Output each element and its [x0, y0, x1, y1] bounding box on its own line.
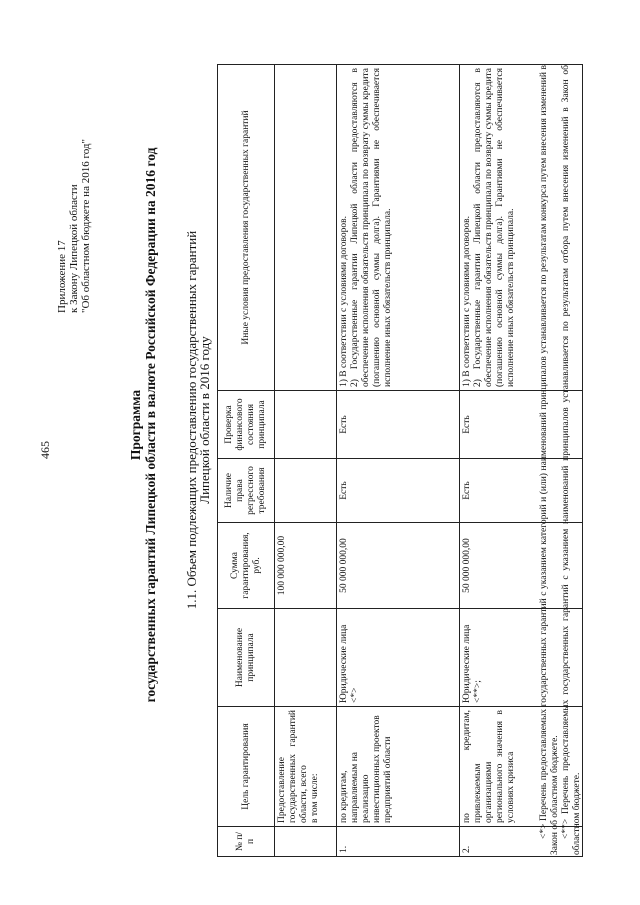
condition-item: 1) В соответствии с условиями договоров. — [339, 215, 349, 387]
page-number: 465 — [38, 441, 52, 459]
cell-conditions — [337, 65, 460, 391]
header-purpose: Цель гарантирования — [218, 707, 275, 827]
title-line: Программа — [128, 389, 143, 461]
title-line: государственных гарантий Липецкой области в валюте Российской Федерации на 2016 год — [143, 147, 158, 703]
cell-check — [275, 391, 337, 459]
footnote: <**> Перечень предоставляемых государственных гарантий с указанием наименований принципалов устанавливается по результатам отбора путем внесения изменений в Закон об областном бюджете. — [561, 65, 582, 855]
annex-line: "Об областном бюджете на 2016 год" — [80, 139, 92, 313]
cell-conditions — [275, 65, 337, 391]
cell-recourse: Есть — [460, 459, 583, 523]
cell-principal — [275, 609, 337, 707]
condition-item: 2) Государственные гарантии Липецкой области предоставляются в обеспечение исполнения обязательств принципала по возврату суммы кредита (погашению основной суммы долга). Гарантиями не обеспечивается исполнение иных обязательств принципала. — [350, 68, 393, 387]
section-line: 1.1. Объем подлежащих предоставлению государственных гарантий — [184, 230, 199, 610]
header-principal: Наименование принципала — [218, 609, 275, 707]
header-recourse: Наличие права регрессного требования — [218, 459, 275, 523]
cell-num: 1. — [337, 827, 460, 857]
condition-item: 2) Государственные гарантии Липецкой области предоставляются в обеспечение исполнения обязательств принципала по возврату суммы кредита (погашению основной суммы долга). Гарантиями не обеспечивается исполнение иных обязательств принципала. — [473, 68, 516, 387]
footnote: <*> Перечень предоставляемых государственных гарантий с указанием категорий и (или) наименований принципалов устанавливается по результатам конкурса путем внесения изменений в Закон об областном бюджете. — [539, 65, 560, 855]
header-conditions: Иные условия предоставления государственных гарантий — [218, 65, 275, 391]
table-row — [337, 65, 460, 857]
header-num: № п/п — [218, 827, 275, 857]
purpose-subtext: в том числе: — [310, 773, 320, 823]
cell-num — [275, 827, 337, 857]
annex-header — [56, 43, 92, 313]
section-line: Липецкой области в 2016 году — [197, 336, 212, 504]
cell-principal: Юридические лица <*> — [337, 609, 460, 707]
document-title — [128, 80, 158, 770]
table-row — [275, 65, 337, 857]
section-title — [185, 100, 211, 740]
header-check: Проверка финансового состояния принципала — [218, 391, 275, 459]
cell-check: Есть — [337, 391, 460, 459]
cell-amount: 50 000 000,00 — [460, 523, 583, 609]
cell-recourse — [275, 459, 337, 523]
guarantees-table — [217, 64, 583, 857]
cell-purpose: по кредитам, привлекаемым организациями регионального значения в условиях кризиса — [460, 707, 583, 827]
cell-principal: Юридические лица <**>; — [460, 609, 583, 707]
purpose-text: Предоставление государственных гарантий области, всего — [277, 710, 309, 823]
annex-line: к Закону Липецкой области — [68, 184, 80, 313]
cell-recourse: Есть — [337, 459, 460, 523]
annex-line: Приложение 17 — [56, 240, 68, 313]
cell-check: Есть — [460, 391, 583, 459]
cell-purpose: по кредитам, направляемым на реализацию инвестиционных проектов предприятий области — [337, 707, 460, 827]
cell-num: 2. — [460, 827, 583, 857]
condition-item: 1) В соответствии с условиями договоров. — [462, 215, 472, 387]
cell-amount: 100 000 000,00 — [275, 523, 337, 609]
cell-amount: 50 000 000,00 — [337, 523, 460, 609]
footnotes — [539, 65, 583, 855]
cell-purpose — [275, 707, 337, 827]
table-header-row — [218, 65, 275, 857]
header-amount: Сумма гарантирования, руб. — [218, 523, 275, 609]
